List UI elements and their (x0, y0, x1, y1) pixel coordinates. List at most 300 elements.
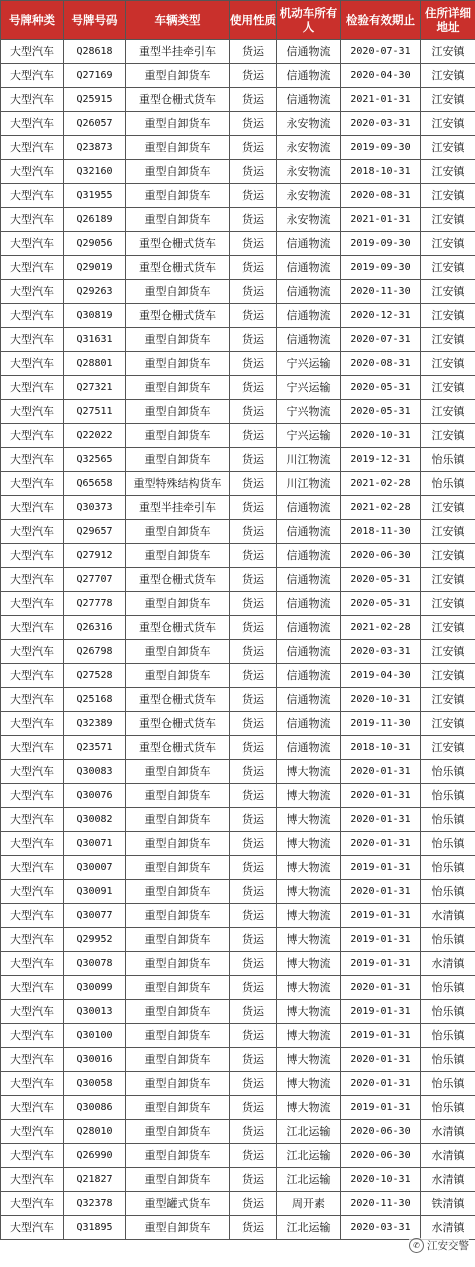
cell-owner: 信通物流 (277, 592, 341, 616)
cell-owner: 江北运输 (277, 1216, 341, 1240)
cell-inspection-expiry: 2020-03-31 (341, 640, 421, 664)
cell-inspection-expiry: 2020-06-30 (341, 544, 421, 568)
table-row (1, 40, 475, 64)
table-row (1, 760, 475, 784)
cell-vehicle-type: 重型仓栅式货车 (126, 88, 230, 112)
cell-plate-number: Q30100 (64, 1024, 126, 1048)
cell-usage: 货运 (230, 880, 277, 904)
cell-address: 怡乐镇 (421, 832, 475, 856)
cell-usage: 货运 (230, 280, 277, 304)
cell-plate-number: Q65658 (64, 472, 126, 496)
cell-inspection-expiry: 2021-01-31 (341, 88, 421, 112)
cell-usage: 货运 (230, 640, 277, 664)
cell-vehicle-type: 重型自卸货车 (126, 1144, 230, 1168)
cell-vehicle-type: 重型自卸货车 (126, 448, 230, 472)
cell-vehicle-type: 重型半挂牵引车 (126, 40, 230, 64)
cell-vehicle-type: 重型自卸货车 (126, 832, 230, 856)
cell-owner: 博大物流 (277, 1024, 341, 1048)
cell-address: 水清镇 (421, 1144, 475, 1168)
cell-owner: 信通物流 (277, 712, 341, 736)
cell-inspection-expiry: 2021-02-28 (341, 472, 421, 496)
cell-usage: 货运 (230, 1216, 277, 1240)
cell-vehicle-type: 重型自卸货车 (126, 640, 230, 664)
cell-plate-type: 大型汽车 (1, 568, 64, 592)
cell-vehicle-type: 重型仓栅式货车 (126, 712, 230, 736)
cell-inspection-expiry: 2020-11-30 (341, 280, 421, 304)
cell-plate-number: Q26057 (64, 112, 126, 136)
table-row (1, 424, 475, 448)
table-row (1, 736, 475, 760)
cell-plate-type: 大型汽车 (1, 112, 64, 136)
table-row (1, 1192, 475, 1216)
cell-owner: 信通物流 (277, 688, 341, 712)
cell-address: 水清镇 (421, 1216, 475, 1240)
cell-inspection-expiry: 2019-09-30 (341, 232, 421, 256)
table-row (1, 1072, 475, 1096)
table-row (1, 1096, 475, 1120)
cell-usage: 货运 (230, 808, 277, 832)
cell-inspection-expiry: 2020-11-30 (341, 1192, 421, 1216)
cell-usage: 货运 (230, 856, 277, 880)
cell-address: 怡乐镇 (421, 760, 475, 784)
cell-inspection-expiry: 2019-01-31 (341, 952, 421, 976)
cell-address: 江安镇 (421, 232, 475, 256)
table-row (1, 1120, 475, 1144)
cell-plate-number: Q31955 (64, 184, 126, 208)
cell-owner: 江北运输 (277, 1144, 341, 1168)
table-row (1, 616, 475, 640)
cell-usage: 货运 (230, 616, 277, 640)
cell-vehicle-type: 重型自卸货车 (126, 352, 230, 376)
cell-inspection-expiry: 2018-10-31 (341, 160, 421, 184)
table-row (1, 1216, 475, 1240)
cell-owner: 博大物流 (277, 904, 341, 928)
cell-inspection-expiry: 2020-07-31 (341, 40, 421, 64)
cell-owner: 博大物流 (277, 1000, 341, 1024)
cell-usage: 货运 (230, 976, 277, 1000)
header-owner: 机动车所有人 (277, 1, 341, 40)
cell-plate-type: 大型汽车 (1, 1120, 64, 1144)
cell-owner: 永安物流 (277, 112, 341, 136)
cell-usage: 货运 (230, 544, 277, 568)
cell-plate-number: Q32378 (64, 1192, 126, 1216)
cell-address: 江安镇 (421, 424, 475, 448)
cell-inspection-expiry: 2020-10-31 (341, 688, 421, 712)
cell-owner: 信通物流 (277, 736, 341, 760)
table-row (1, 568, 475, 592)
cell-address: 江安镇 (421, 664, 475, 688)
cell-inspection-expiry: 2020-05-31 (341, 376, 421, 400)
cell-owner: 信通物流 (277, 256, 341, 280)
cell-plate-number: Q28010 (64, 1120, 126, 1144)
cell-owner: 信通物流 (277, 520, 341, 544)
cell-vehicle-type: 重型罐式货车 (126, 1192, 230, 1216)
table-row (1, 112, 475, 136)
cell-owner: 信通物流 (277, 304, 341, 328)
cell-address: 怡乐镇 (421, 856, 475, 880)
cell-plate-number: Q23873 (64, 136, 126, 160)
cell-usage: 货运 (230, 496, 277, 520)
cell-plate-type: 大型汽车 (1, 832, 64, 856)
cell-vehicle-type: 重型自卸货车 (126, 280, 230, 304)
table-row (1, 400, 475, 424)
cell-plate-type: 大型汽车 (1, 520, 64, 544)
cell-plate-type: 大型汽车 (1, 328, 64, 352)
cell-usage: 货运 (230, 208, 277, 232)
cell-usage: 货运 (230, 256, 277, 280)
cell-vehicle-type: 重型自卸货车 (126, 1120, 230, 1144)
cell-inspection-expiry: 2020-01-31 (341, 808, 421, 832)
cell-inspection-expiry: 2020-05-31 (341, 400, 421, 424)
table-row (1, 784, 475, 808)
cell-vehicle-type: 重型自卸货车 (126, 808, 230, 832)
cell-vehicle-type: 重型自卸货车 (126, 424, 230, 448)
cell-vehicle-type: 重型自卸货车 (126, 904, 230, 928)
cell-inspection-expiry: 2019-01-31 (341, 1024, 421, 1048)
cell-plate-number: Q26316 (64, 616, 126, 640)
cell-inspection-expiry: 2020-05-31 (341, 592, 421, 616)
table-row (1, 136, 475, 160)
cell-vehicle-type: 重型自卸货车 (126, 1216, 230, 1240)
cell-plate-type: 大型汽车 (1, 424, 64, 448)
cell-plate-type: 大型汽车 (1, 616, 64, 640)
cell-usage: 货运 (230, 784, 277, 808)
table-row (1, 688, 475, 712)
cell-plate-type: 大型汽车 (1, 136, 64, 160)
cell-address: 江安镇 (421, 712, 475, 736)
cell-usage: 货运 (230, 352, 277, 376)
cell-vehicle-type: 重型自卸货车 (126, 1000, 230, 1024)
cell-address: 江安镇 (421, 688, 475, 712)
cell-inspection-expiry: 2018-11-30 (341, 520, 421, 544)
cell-vehicle-type: 重型自卸货车 (126, 1048, 230, 1072)
cell-usage: 货运 (230, 160, 277, 184)
cell-vehicle-type: 重型自卸货车 (126, 1024, 230, 1048)
cell-address: 江安镇 (421, 520, 475, 544)
cell-plate-type: 大型汽车 (1, 232, 64, 256)
cell-plate-number: Q27511 (64, 400, 126, 424)
cell-usage: 货运 (230, 424, 277, 448)
cell-plate-number: Q31895 (64, 1216, 126, 1240)
cell-inspection-expiry: 2020-01-31 (341, 976, 421, 1000)
cell-vehicle-type: 重型自卸货车 (126, 520, 230, 544)
cell-owner: 川江物流 (277, 472, 341, 496)
cell-inspection-expiry: 2021-01-31 (341, 208, 421, 232)
cell-inspection-expiry: 2020-06-30 (341, 1144, 421, 1168)
cell-inspection-expiry: 2020-10-31 (341, 1168, 421, 1192)
cell-plate-number: Q30071 (64, 832, 126, 856)
cell-usage: 货运 (230, 64, 277, 88)
cell-owner: 宁兴物流 (277, 400, 341, 424)
cell-vehicle-type: 重型仓栅式货车 (126, 736, 230, 760)
cell-usage: 货运 (230, 1096, 277, 1120)
cell-plate-number: Q27707 (64, 568, 126, 592)
cell-address: 江安镇 (421, 616, 475, 640)
cell-owner: 周开素 (277, 1192, 341, 1216)
cell-plate-type: 大型汽车 (1, 1216, 64, 1240)
cell-plate-type: 大型汽车 (1, 664, 64, 688)
cell-vehicle-type: 重型自卸货车 (126, 64, 230, 88)
cell-address: 江安镇 (421, 736, 475, 760)
watermark (409, 1238, 469, 1253)
cell-plate-number: Q25915 (64, 88, 126, 112)
cell-vehicle-type: 重型自卸货车 (126, 1096, 230, 1120)
cell-plate-number: Q27169 (64, 64, 126, 88)
cell-owner: 博大物流 (277, 880, 341, 904)
cell-owner: 博大物流 (277, 1072, 341, 1096)
table-row (1, 304, 475, 328)
cell-address: 怡乐镇 (421, 472, 475, 496)
cell-vehicle-type: 重型自卸货车 (126, 160, 230, 184)
header-vehicle-type: 车辆类型 (126, 1, 230, 40)
cell-inspection-expiry: 2021-02-28 (341, 496, 421, 520)
cell-owner: 信通物流 (277, 544, 341, 568)
cell-address: 怡乐镇 (421, 880, 475, 904)
table-row (1, 520, 475, 544)
cell-plate-type: 大型汽车 (1, 1144, 64, 1168)
cell-plate-number: Q30373 (64, 496, 126, 520)
header-plate-number: 号牌号码 (64, 1, 126, 40)
cell-address: 江安镇 (421, 160, 475, 184)
cell-inspection-expiry: 2020-01-31 (341, 1072, 421, 1096)
cell-usage: 货运 (230, 904, 277, 928)
cell-usage: 货运 (230, 1024, 277, 1048)
cell-plate-number: Q30077 (64, 904, 126, 928)
cell-owner: 永安物流 (277, 136, 341, 160)
cell-address: 江安镇 (421, 112, 475, 136)
header-inspection-expiry: 检验有效期止 (341, 1, 421, 40)
cell-plate-number: Q30007 (64, 856, 126, 880)
cell-address: 怡乐镇 (421, 808, 475, 832)
cell-usage: 货运 (230, 448, 277, 472)
table-row (1, 448, 475, 472)
cell-plate-type: 大型汽车 (1, 544, 64, 568)
cell-address: 水清镇 (421, 1120, 475, 1144)
cell-owner: 信通物流 (277, 64, 341, 88)
cell-plate-number: Q26990 (64, 1144, 126, 1168)
cell-address: 水清镇 (421, 952, 475, 976)
cell-address: 江安镇 (421, 544, 475, 568)
cell-owner: 博大物流 (277, 1096, 341, 1120)
table-row (1, 256, 475, 280)
table-header-row (1, 1, 475, 40)
cell-usage: 货运 (230, 712, 277, 736)
cell-plate-number: Q29019 (64, 256, 126, 280)
cell-address: 江安镇 (421, 352, 475, 376)
cell-vehicle-type: 重型自卸货车 (126, 184, 230, 208)
cell-inspection-expiry: 2020-03-31 (341, 112, 421, 136)
cell-usage: 货运 (230, 304, 277, 328)
cell-usage: 货运 (230, 376, 277, 400)
cell-owner: 信通物流 (277, 232, 341, 256)
cell-inspection-expiry: 2019-01-31 (341, 856, 421, 880)
cell-owner: 博大物流 (277, 856, 341, 880)
cell-plate-type: 大型汽车 (1, 760, 64, 784)
cell-plate-type: 大型汽车 (1, 856, 64, 880)
cell-usage: 货运 (230, 1168, 277, 1192)
cell-vehicle-type: 重型仓栅式货车 (126, 232, 230, 256)
cell-usage: 货运 (230, 472, 277, 496)
cell-plate-type: 大型汽车 (1, 40, 64, 64)
cell-owner: 信通物流 (277, 664, 341, 688)
cell-plate-type: 大型汽车 (1, 784, 64, 808)
cell-usage: 货运 (230, 928, 277, 952)
cell-vehicle-type: 重型半挂牵引车 (126, 496, 230, 520)
cell-plate-number: Q26189 (64, 208, 126, 232)
table-row (1, 232, 475, 256)
cell-owner: 江北运输 (277, 1120, 341, 1144)
cell-owner: 宁兴运输 (277, 352, 341, 376)
cell-plate-number: Q29056 (64, 232, 126, 256)
cell-address: 江安镇 (421, 304, 475, 328)
cell-owner: 信通物流 (277, 640, 341, 664)
cell-vehicle-type: 重型自卸货车 (126, 856, 230, 880)
cell-vehicle-type: 重型自卸货车 (126, 376, 230, 400)
cell-address: 江安镇 (421, 64, 475, 88)
cell-vehicle-type: 重型自卸货车 (126, 880, 230, 904)
table-row (1, 712, 475, 736)
table-row (1, 1048, 475, 1072)
cell-inspection-expiry: 2019-09-30 (341, 256, 421, 280)
cell-plate-type: 大型汽车 (1, 496, 64, 520)
cell-usage: 货运 (230, 184, 277, 208)
cell-plate-type: 大型汽车 (1, 280, 64, 304)
cell-inspection-expiry: 2019-04-30 (341, 664, 421, 688)
table-row (1, 496, 475, 520)
cell-plate-number: Q30086 (64, 1096, 126, 1120)
cell-address: 江安镇 (421, 568, 475, 592)
cell-usage: 货运 (230, 400, 277, 424)
cell-plate-type: 大型汽车 (1, 736, 64, 760)
table-row (1, 664, 475, 688)
cell-usage: 货运 (230, 232, 277, 256)
cell-plate-type: 大型汽车 (1, 352, 64, 376)
cell-usage: 货运 (230, 112, 277, 136)
cell-address: 江安镇 (421, 136, 475, 160)
cell-owner: 永安物流 (277, 208, 341, 232)
cell-owner: 博大物流 (277, 784, 341, 808)
cell-vehicle-type: 重型特殊结构货车 (126, 472, 230, 496)
cell-vehicle-type: 重型自卸货车 (126, 136, 230, 160)
cell-owner: 博大物流 (277, 928, 341, 952)
cell-inspection-expiry: 2020-01-31 (341, 784, 421, 808)
cell-vehicle-type: 重型仓栅式货车 (126, 256, 230, 280)
cell-plate-number: Q29952 (64, 928, 126, 952)
cell-inspection-expiry: 2020-04-30 (341, 64, 421, 88)
table-row (1, 1000, 475, 1024)
cell-vehicle-type: 重型仓栅式货车 (126, 616, 230, 640)
cell-plate-number: Q25168 (64, 688, 126, 712)
cell-vehicle-type: 重型自卸货车 (126, 928, 230, 952)
cell-plate-number: Q30083 (64, 760, 126, 784)
cell-inspection-expiry: 2020-01-31 (341, 1048, 421, 1072)
cell-owner: 博大物流 (277, 1048, 341, 1072)
cell-address: 怡乐镇 (421, 1024, 475, 1048)
cell-vehicle-type: 重型仓栅式货车 (126, 304, 230, 328)
cell-owner: 江北运输 (277, 1168, 341, 1192)
cell-address: 江安镇 (421, 592, 475, 616)
cell-plate-number: Q29263 (64, 280, 126, 304)
table-row (1, 856, 475, 880)
cell-usage: 货运 (230, 760, 277, 784)
table-row (1, 280, 475, 304)
cell-plate-type: 大型汽车 (1, 1192, 64, 1216)
table-row (1, 352, 475, 376)
cell-address: 江安镇 (421, 88, 475, 112)
cell-usage: 货运 (230, 952, 277, 976)
cell-address: 怡乐镇 (421, 448, 475, 472)
cell-address: 江安镇 (421, 184, 475, 208)
cell-owner: 永安物流 (277, 184, 341, 208)
cell-vehicle-type: 重型自卸货车 (126, 112, 230, 136)
cell-plate-type: 大型汽车 (1, 256, 64, 280)
table-row (1, 64, 475, 88)
table-row (1, 160, 475, 184)
cell-plate-number: Q27321 (64, 376, 126, 400)
cell-plate-type: 大型汽车 (1, 976, 64, 1000)
cell-plate-type: 大型汽车 (1, 448, 64, 472)
cell-address: 怡乐镇 (421, 1096, 475, 1120)
cell-plate-type: 大型汽车 (1, 880, 64, 904)
cell-address: 江安镇 (421, 256, 475, 280)
cell-vehicle-type: 重型自卸货车 (126, 664, 230, 688)
cell-plate-type: 大型汽车 (1, 712, 64, 736)
table-row (1, 952, 475, 976)
cell-address: 水清镇 (421, 1168, 475, 1192)
cell-owner: 博大物流 (277, 808, 341, 832)
cell-address: 江安镇 (421, 40, 475, 64)
cell-usage: 货运 (230, 1048, 277, 1072)
table-row (1, 184, 475, 208)
cell-usage: 货运 (230, 1072, 277, 1096)
cell-usage: 货运 (230, 40, 277, 64)
cell-inspection-expiry: 2020-03-31 (341, 1216, 421, 1240)
cell-owner: 宁兴运输 (277, 424, 341, 448)
cell-address: 江安镇 (421, 400, 475, 424)
cell-inspection-expiry: 2021-02-28 (341, 616, 421, 640)
cell-owner: 博大物流 (277, 976, 341, 1000)
cell-plate-number: Q27778 (64, 592, 126, 616)
cell-inspection-expiry: 2020-01-31 (341, 760, 421, 784)
cell-plate-type: 大型汽车 (1, 904, 64, 928)
cell-usage: 货运 (230, 88, 277, 112)
table-body (1, 40, 475, 1240)
cell-plate-type: 大型汽车 (1, 88, 64, 112)
table-row (1, 328, 475, 352)
cell-plate-type: 大型汽车 (1, 688, 64, 712)
cell-vehicle-type: 重型自卸货车 (126, 952, 230, 976)
cell-vehicle-type: 重型自卸货车 (126, 760, 230, 784)
cell-vehicle-type: 重型自卸货车 (126, 976, 230, 1000)
cell-plate-type: 大型汽车 (1, 1072, 64, 1096)
cell-vehicle-type: 重型自卸货车 (126, 1168, 230, 1192)
cell-plate-type: 大型汽车 (1, 1048, 64, 1072)
cell-inspection-expiry: 2019-12-31 (341, 448, 421, 472)
cell-address: 怡乐镇 (421, 928, 475, 952)
cell-usage: 货运 (230, 1000, 277, 1024)
cell-plate-number: Q27912 (64, 544, 126, 568)
cell-inspection-expiry: 2020-08-31 (341, 184, 421, 208)
cell-plate-type: 大型汽车 (1, 304, 64, 328)
table-row (1, 640, 475, 664)
table-row (1, 976, 475, 1000)
cell-inspection-expiry: 2019-01-31 (341, 1096, 421, 1120)
cell-vehicle-type: 重型自卸货车 (126, 400, 230, 424)
cell-inspection-expiry: 2020-07-31 (341, 328, 421, 352)
cell-vehicle-type: 重型自卸货车 (126, 208, 230, 232)
cell-plate-type: 大型汽车 (1, 1000, 64, 1024)
table-row (1, 1144, 475, 1168)
